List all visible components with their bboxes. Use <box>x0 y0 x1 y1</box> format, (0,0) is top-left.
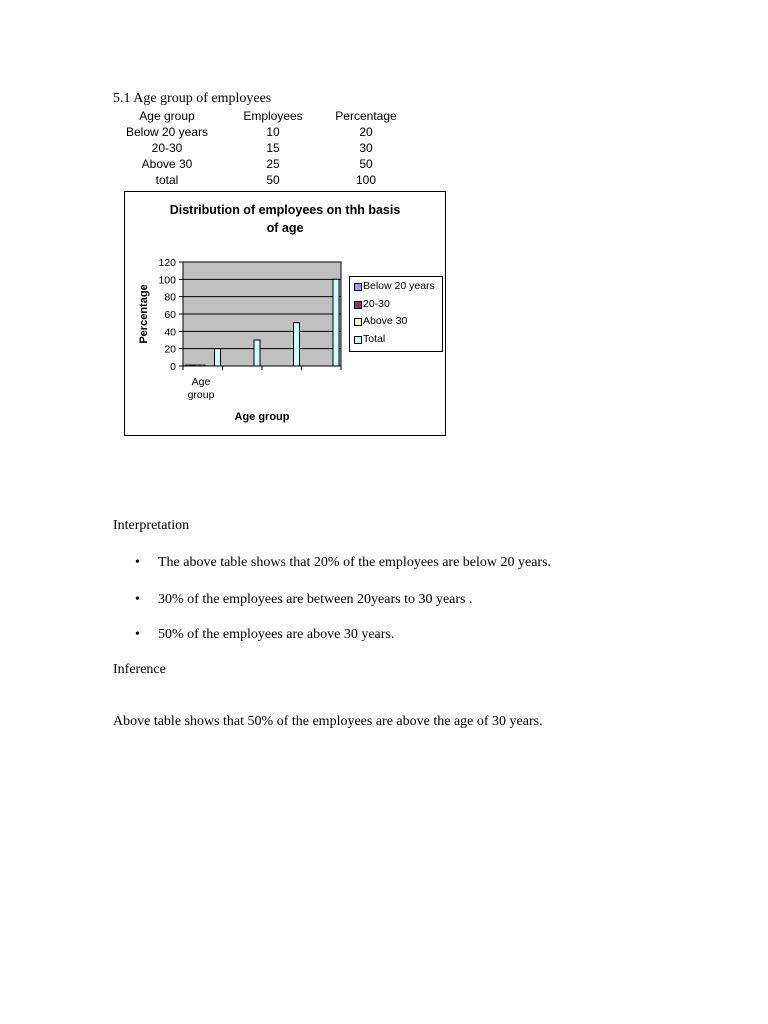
table-cell: 10 <box>266 125 280 139</box>
y-tick-label: 60 <box>164 309 176 321</box>
chart-legend <box>349 276 443 352</box>
chart-bar <box>215 349 221 366</box>
bullet-text: 30% of the employees are between 20years to 30 years . <box>158 592 473 607</box>
x-tick-label: group <box>187 389 215 401</box>
table-cell: Below 20 years <box>125 125 209 139</box>
y-tick-label: 80 <box>164 291 176 304</box>
bullet-icon: • <box>135 592 140 607</box>
bullet-icon: • <box>135 555 140 570</box>
y-tick-label: 100 <box>158 274 176 287</box>
table-cell: 20-30 <box>151 141 183 155</box>
bullet-text: 50% of the employees are above 30 years. <box>158 627 395 642</box>
table-cell: 50 <box>359 157 373 171</box>
chart-bar <box>200 365 205 366</box>
table-cell: 25 <box>266 157 280 171</box>
interpretation-heading: Interpretation <box>113 518 190 533</box>
table-header-cell: Age group <box>139 109 195 123</box>
chart-title: Distribution of employees on thh basis <box>169 203 401 217</box>
legend-item <box>350 296 442 314</box>
chart-bar <box>190 365 195 366</box>
legend-swatch <box>354 301 362 309</box>
age-group-table <box>113 109 413 189</box>
y-tick-label: 120 <box>158 257 176 269</box>
chart-bar <box>294 323 300 366</box>
y-axis-label: Percentage <box>138 284 150 344</box>
chart-container <box>124 191 446 436</box>
y-tick-label: 20 <box>164 343 176 356</box>
table-row <box>113 157 413 173</box>
inference-heading: Inference <box>113 662 166 677</box>
table-cell: 15 <box>266 141 280 155</box>
y-tick-label: 40 <box>164 326 176 339</box>
chart-bar <box>195 365 200 366</box>
table-row <box>113 173 413 189</box>
legend-swatch <box>354 318 362 326</box>
chart-bar <box>185 365 190 366</box>
table-header-row <box>113 109 413 125</box>
y-tick-label: 0 <box>170 361 176 373</box>
legend-item <box>350 278 442 296</box>
bullet-icon: • <box>135 627 140 642</box>
table-cell: 50 <box>266 173 280 187</box>
legend-swatch <box>354 283 362 291</box>
legend-item <box>350 331 442 349</box>
section-title: 5.1 Age group of employees <box>113 91 272 106</box>
legend-swatch <box>354 336 362 344</box>
legend-label: Below 20 years <box>363 280 435 292</box>
inference-text: Above table shows that 50% of the employees are above the age of 30 years. <box>113 714 543 729</box>
x-tick-label: Age <box>191 376 211 388</box>
chart-bar <box>333 279 339 366</box>
table-header-cell: Percentage <box>335 109 397 123</box>
table-cell: 100 <box>355 173 377 187</box>
table-cell: Above 30 <box>141 157 193 171</box>
x-axis-label: Age group <box>234 411 290 423</box>
chart-title: of age <box>266 221 304 235</box>
legend-label: Above 30 <box>363 315 408 327</box>
table-cell: 20 <box>359 125 373 139</box>
bullet-text: The above table shows that 20% of the employees are below 20 years. <box>158 555 552 570</box>
table-row <box>113 125 413 141</box>
table-cell: total <box>155 173 179 187</box>
legend-label: 20-30 <box>363 297 390 310</box>
legend-label: Total <box>363 332 386 345</box>
table-header-cell: Employees <box>243 109 303 123</box>
chart-bar <box>254 340 260 366</box>
legend-item <box>350 313 442 331</box>
table-cell: 30 <box>359 141 373 155</box>
table-row <box>113 141 413 157</box>
